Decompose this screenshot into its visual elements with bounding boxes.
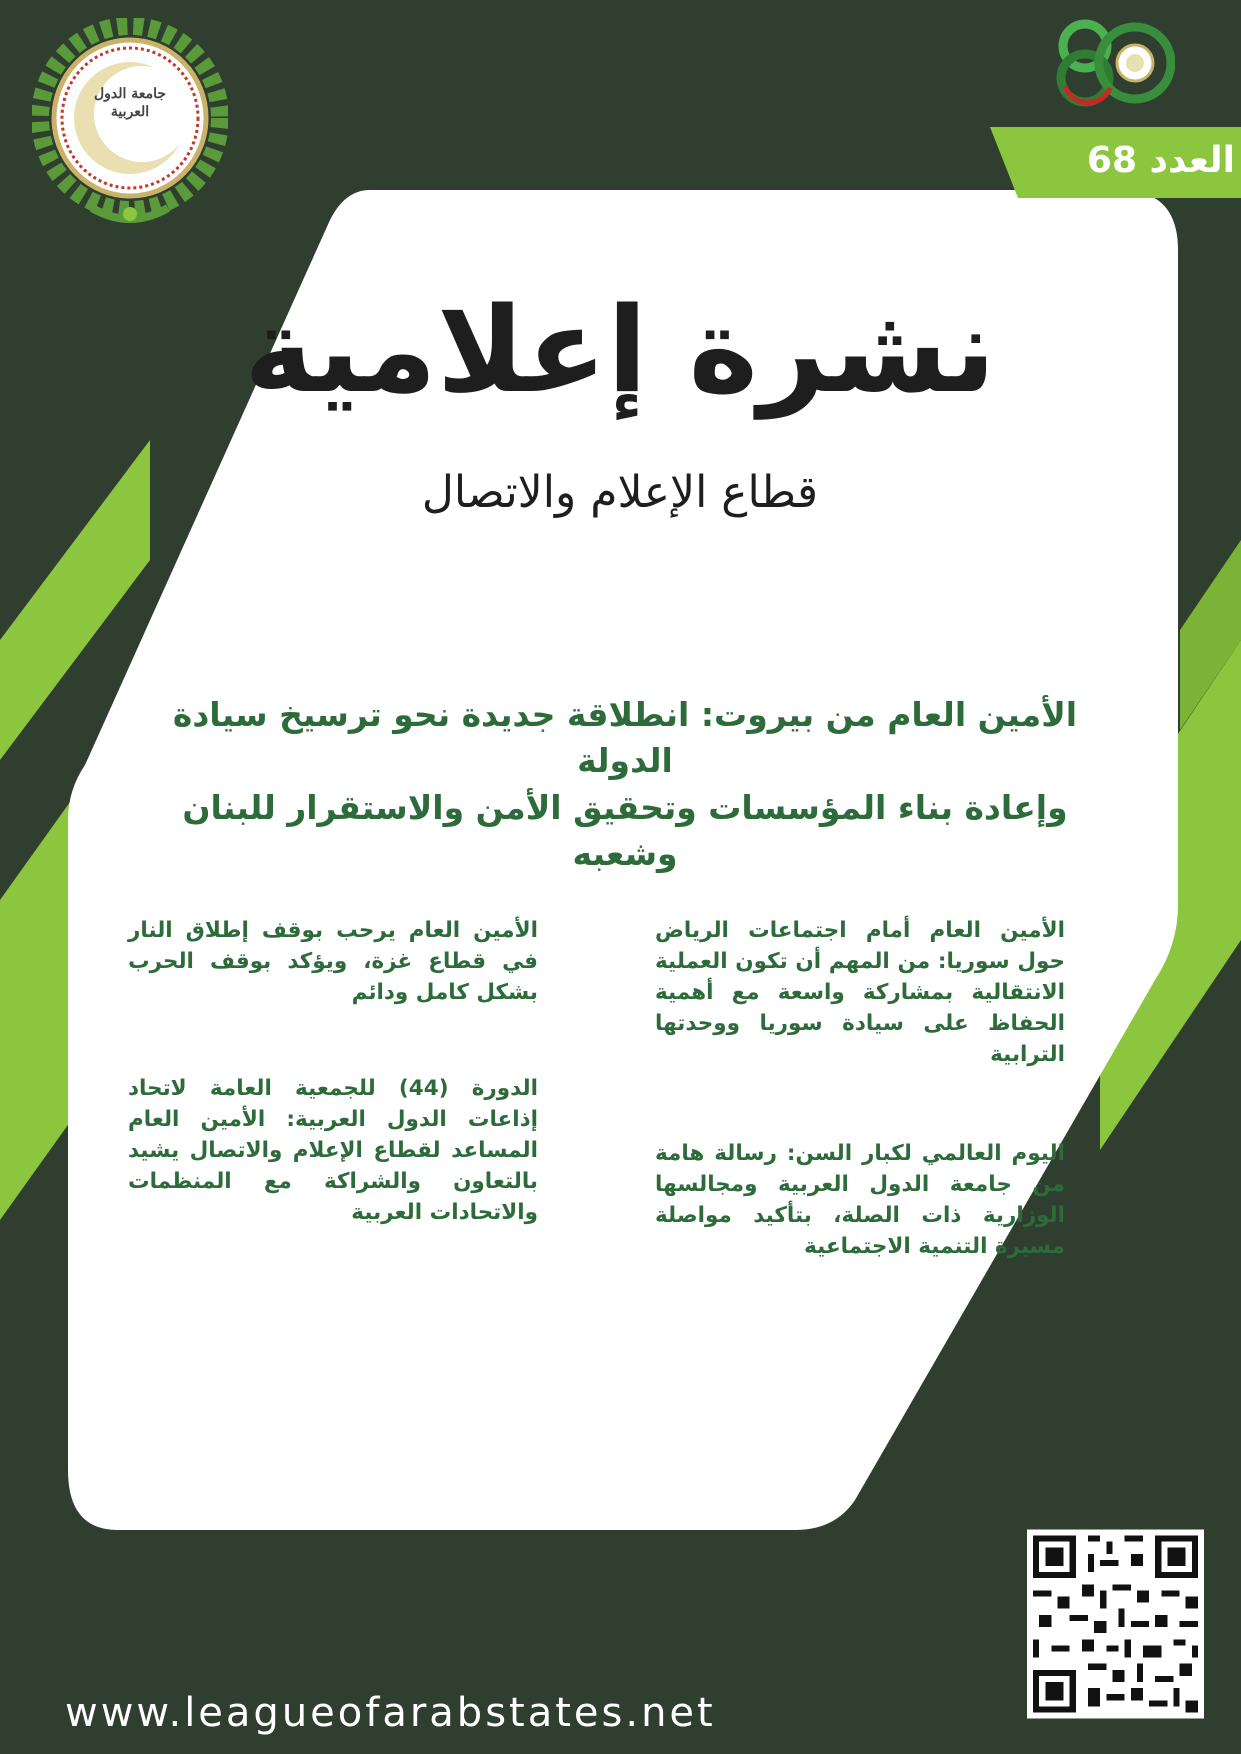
80-anniversary-badge-icon [1050,8,1175,108]
article-gaza-ceasefire[interactable]: الأمين العام يرحب بوقف إطلاق النار في قطاع غزة، ويؤكد بوقف الحرب بشكل كامل ودائم [128,918,538,1005]
article-riyadh-syria[interactable]: الأمين العام أمام اجتماعات الرياض حول سوريا: من المهم أن تكون العملية الانتقالية بمشاركة واسعة مع أهمية الحفاظ على سيادة سوريا ووحدتها الترابية [655,918,1065,1067]
qr-code-icon[interactable] [1027,1528,1204,1720]
main-headline-line-1[interactable]: الأمين العام من بيروت: انطلاقة جديدة نحو ترسيخ سيادة الدولة [172,695,1078,780]
article-elderly-day[interactable]: اليوم العالمي لكبار السن: رسالة هامة من جامعة الدول العربية ومجالسها الوزارية ذات الصلة، بتأكيد مواصلة مسيرة التنمية الاجتماعية [655,1141,1065,1259]
issue-number-label: العدد 68 [1086,140,1235,181]
main-headline-line-2[interactable]: وإعادة بناء المؤسسات وتحقيق الأمن والاستقرار للبنان وشعبه [182,788,1068,873]
emblem-text: جامعة الدول العربية [94,86,166,120]
website-link[interactable]: www.leagueofarabstates.net [65,1690,716,1736]
article-asbu-session[interactable]: الدورة (44) للجمعية العامة لاتحاد إذاعات الدول العربية: الأمين العام المساعد لقطاع الإعلام والاتصال يشيد بالتعاون والشراكة مع المنظمات والاتحادات العربية [128,1076,538,1225]
bulletin-title: نشرة إعلامية [244,281,996,419]
sector-subtitle: قطاع الإعلام والاتصال [421,467,819,518]
